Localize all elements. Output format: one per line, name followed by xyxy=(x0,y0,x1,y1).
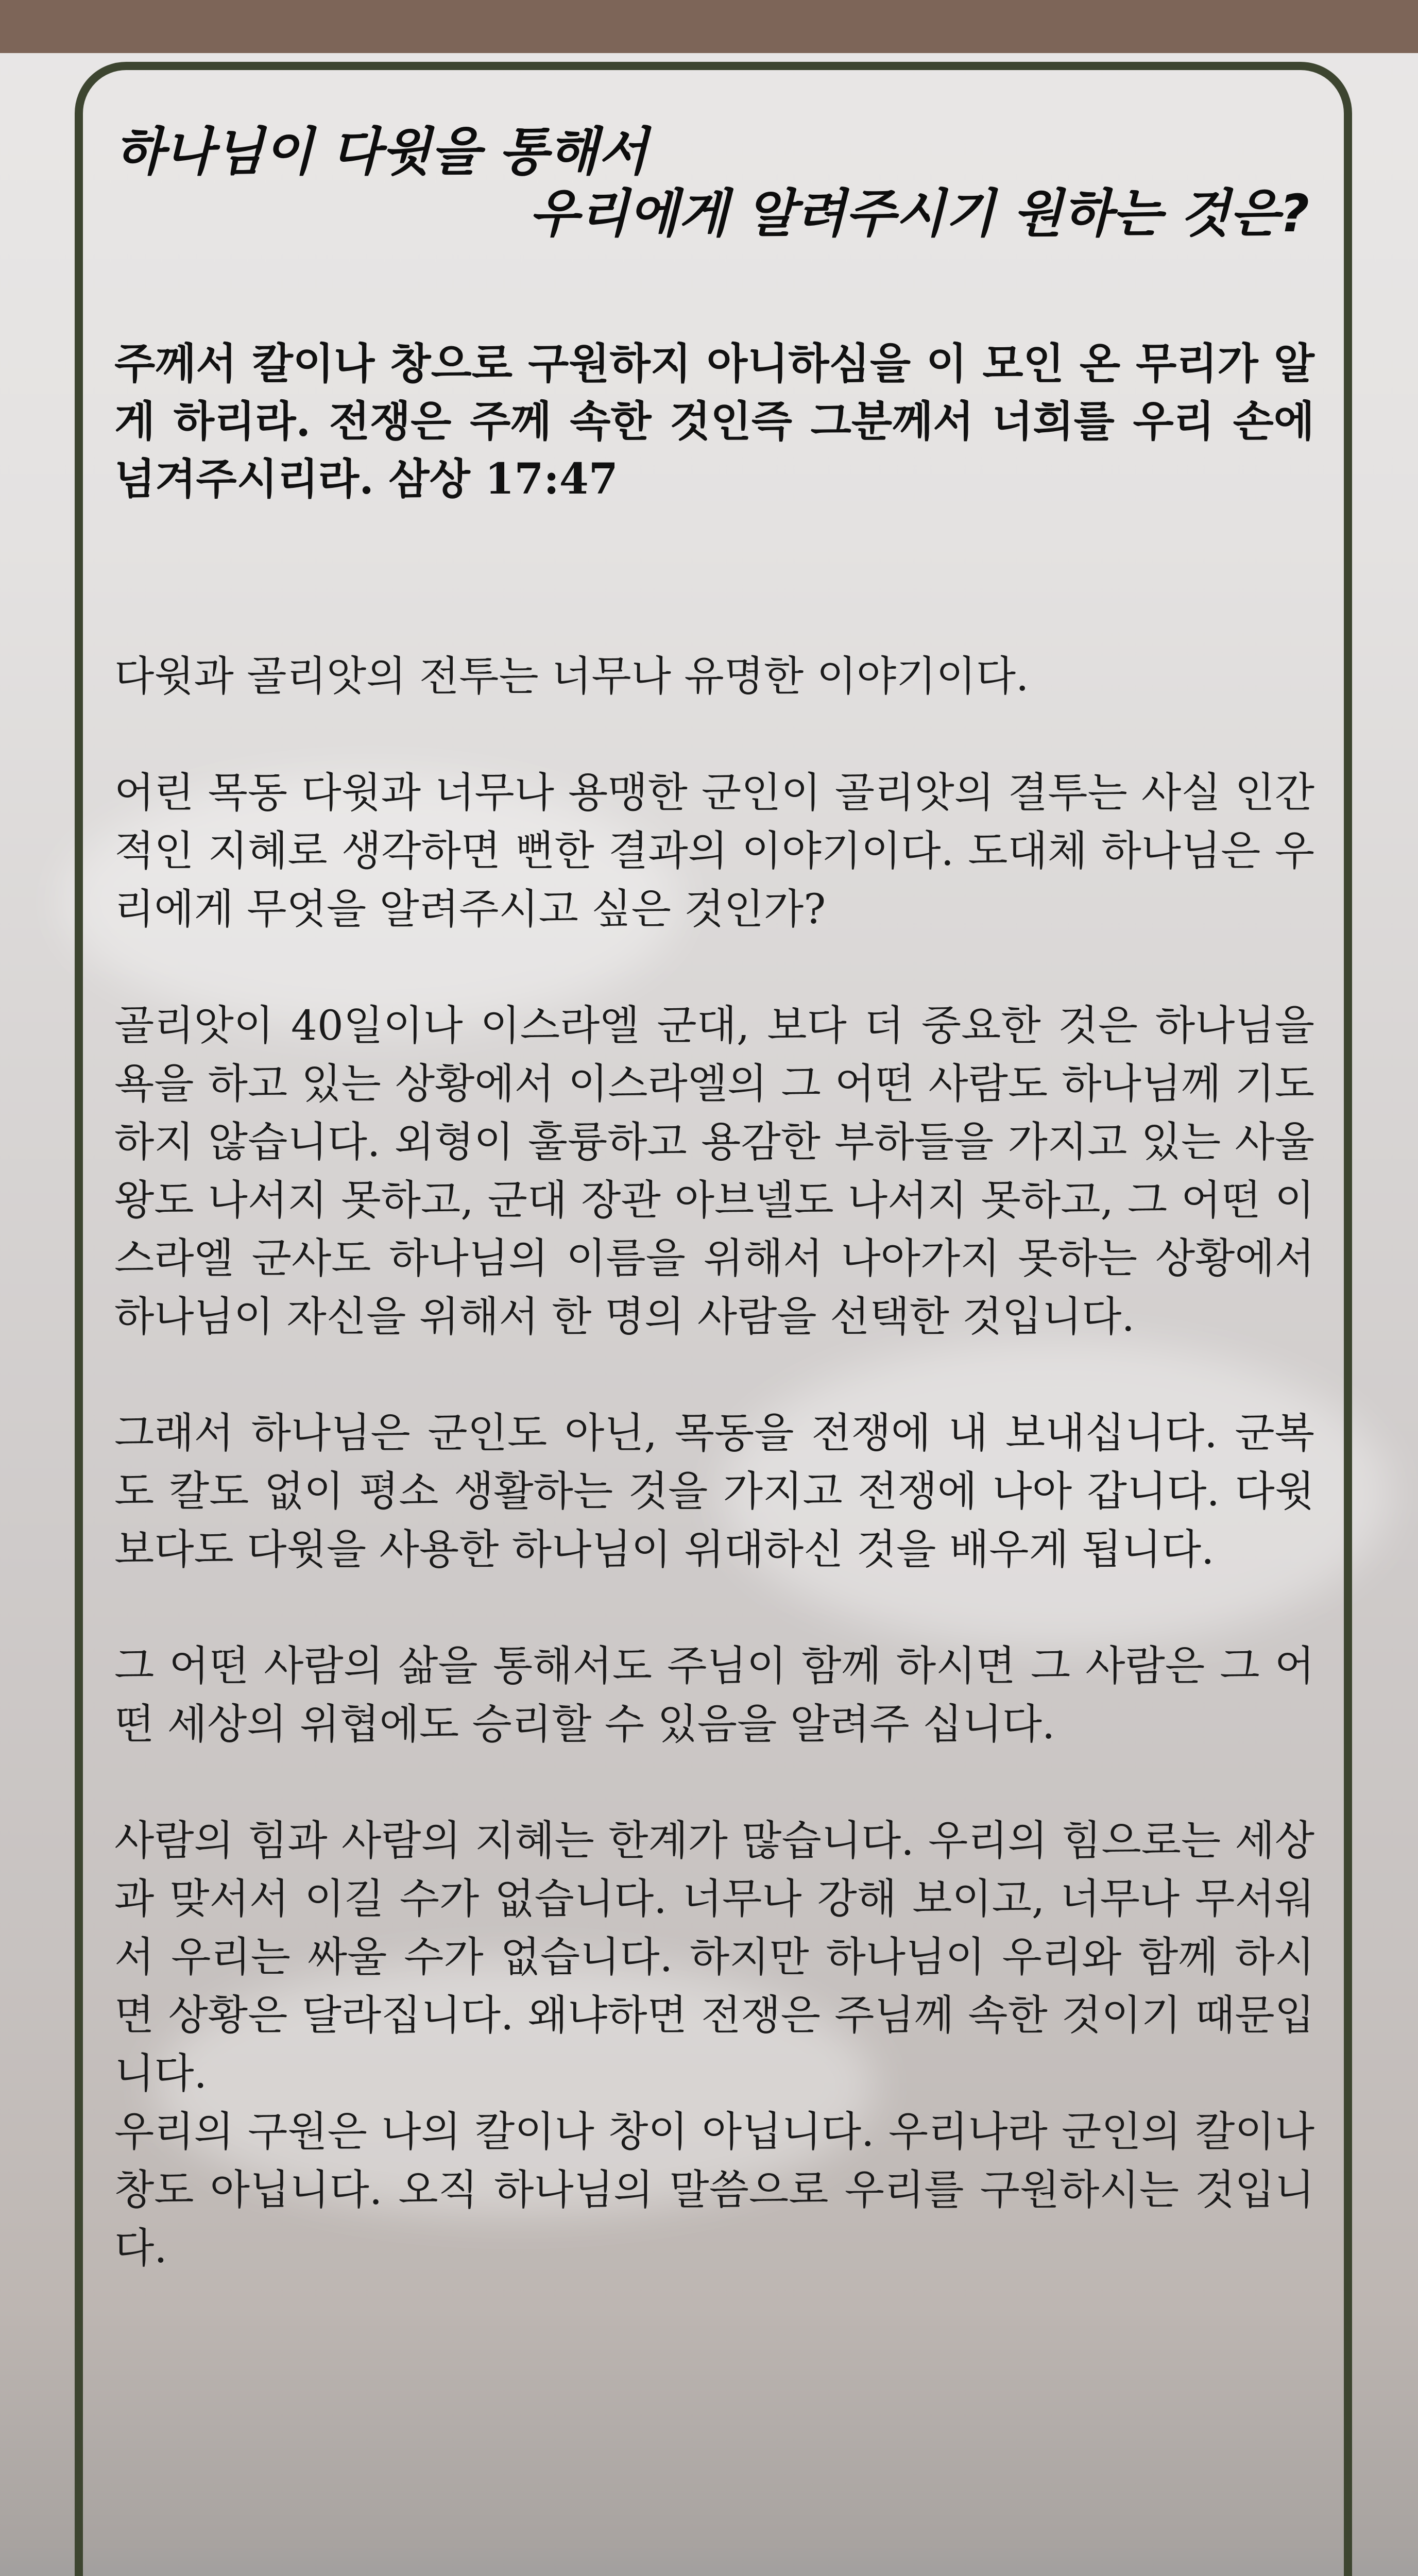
column-content xyxy=(114,121,1314,2277)
column-title xyxy=(114,121,1314,245)
body-paragraph: 다윗과 골리앗의 전투는 너무나 유명한 이야기이다. xyxy=(114,652,1029,700)
body-paragraph: 그래서 하나님은 군인도 아닌, 목동을 전쟁에 내 보내십니다. 군복도 칼도 없이 평소 생활하는 것을 가지고 전쟁에 나아 갑니다. 다윗보다도 다윗을 사용한 하나님이 위대하신 것을 배우게 됩니다. xyxy=(114,1409,1314,1573)
scripture-verse: 주께서 칼이나 창으로 구원하지 아니하심을 이 모인 온 무리가 알게 하리라. 전쟁은 주께 속한 것인즉 그분께서 너희를 우리 손에 넘겨주시리라. 삼상 17:47 xyxy=(114,339,1314,504)
body-paragraph: 사람의 힘과 사람의 지혜는 한계가 많습니다. 우리의 힘으로는 세상과 맞서서 이길 수가 없습니다. 너무나 강해 보이고, 너무나 무서워서 우리는 싸울 수가 없습니다. 하지만 하나님이 우리와 함께 하시면 상황은 달라집니다. 왜냐하면 전쟁은 주님께 속한 것이기 때문입니다. xyxy=(114,1817,1314,2097)
title-line-1: 하나님이 다윗을 통해서 xyxy=(114,122,648,182)
body-paragraph: 골리앗이 40일이나 이스라엘 군대, 보다 더 중요한 것은 하나님을 욕을 하고 있는 상황에서 이스라엘의 그 어떤 사람도 하나님께 기도하지 않습니다. 외형이 훌륭하고 용감한 부하들을 가지고 있는 사울 왕도 나서지 못하고, 군대 장관 아브넬도 나서지 못하고, 그 어떤 이스라엘 군사도 하나님의 이름을 위해서 나아가지 못하는 상황에서 하나님이 자신을 위해서 한 명의 사람을 선택한 것입니다. xyxy=(114,1002,1314,1341)
body-paragraph: 그 어떤 사람의 삶을 통해서도 주님이 함께 하시면 그 사람은 그 어떤 세상의 위협에도 승리할 수 있음을 알려주 십니다. xyxy=(114,1642,1314,1748)
top-color-band xyxy=(0,0,1418,53)
body-paragraph: 우리의 구원은 나의 칼이나 창이 아닙니다. 우리나라 군인의 칼이나 창도 아닙니다. 오직 하나님의 말씀으로 우리를 구원하시는 것입니다. xyxy=(114,2108,1314,2272)
column-body xyxy=(114,647,1314,2277)
body-paragraph: 어린 목동 다윗과 너무나 용맹한 군인이 골리앗의 결투는 사실 인간적인 지혜로 생각하면 뻔한 결과의 이야기이다. 도대체 하나님은 우리에게 무엇을 알려주시고 싶은 것인가? xyxy=(114,769,1314,933)
title-line-2: 우리에게 알려주시기 원하는 것은? xyxy=(529,183,1309,244)
